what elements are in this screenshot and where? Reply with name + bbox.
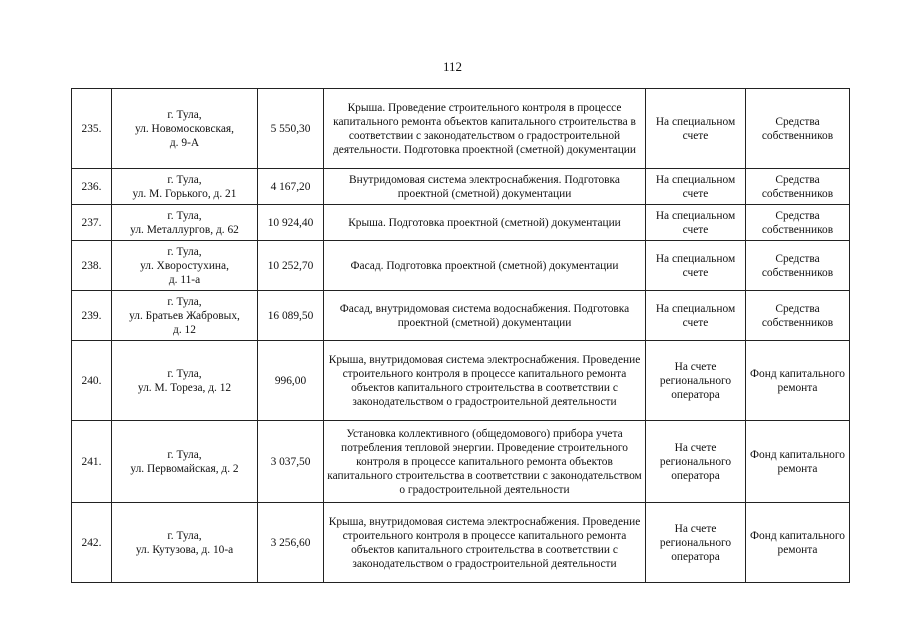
capital-repair-table — [71, 88, 850, 583]
area-cell: 5 550,30 — [258, 89, 324, 169]
area-cell: 4 167,20 — [258, 169, 324, 205]
address-cell — [112, 89, 258, 169]
address-cell — [112, 341, 258, 421]
row-number: 239. — [72, 291, 112, 341]
address-line: г. Тула, — [167, 173, 202, 186]
area-cell: 3 256,60 — [258, 503, 324, 583]
address-line: г. Тула, — [167, 245, 202, 258]
address-line: г. Тула, — [167, 209, 202, 222]
row-number: 241. — [72, 421, 112, 503]
address-line: д. 12 — [173, 323, 196, 336]
area-cell: 996,00 — [258, 341, 324, 421]
account-cell: На специальном счете — [646, 169, 746, 205]
address-line: ул. М. Тореза, д. 12 — [137, 381, 232, 394]
address-line: г. Тула, — [167, 108, 202, 121]
table-row — [72, 421, 850, 503]
address-cell — [112, 291, 258, 341]
table-row — [72, 291, 850, 341]
area-cell: 16 089,50 — [258, 291, 324, 341]
funding-source-cell: Средства собственников — [746, 205, 850, 241]
address-line: ул. Хворостухина, — [140, 259, 229, 272]
funding-source-cell: Фонд капитального ремонта — [746, 503, 850, 583]
funding-source-cell: Фонд капитального ремонта — [746, 341, 850, 421]
funding-source-cell: Средства собственников — [746, 241, 850, 291]
table-row — [72, 205, 850, 241]
row-number: 242. — [72, 503, 112, 583]
row-number: 235. — [72, 89, 112, 169]
account-cell: На счете регионального оператора — [646, 341, 746, 421]
table-row — [72, 503, 850, 583]
work-type-cell: Крыша, внутридомовая система электроснабжения. Проведение строительного контроля в процессе капитального ремонта объектов капитального строительства в соответствии с законодательством о градостроительной деятельности — [324, 341, 646, 421]
area-cell: 10 252,70 — [258, 241, 324, 291]
address-line: г. Тула, — [167, 367, 202, 380]
address-line: ул. Первомайская, д. 2 — [130, 462, 239, 475]
table-row — [72, 241, 850, 291]
address-line: ул. Металлургов, д. 62 — [130, 223, 239, 236]
funding-source-cell: Средства собственников — [746, 291, 850, 341]
row-number: 237. — [72, 205, 112, 241]
area-cell: 10 924,40 — [258, 205, 324, 241]
work-type-cell: Фасад. Подготовка проектной (сметной) документации — [324, 241, 646, 291]
area-cell: 3 037,50 — [258, 421, 324, 503]
funding-source-cell: Фонд капитального ремонта — [746, 421, 850, 503]
table-row — [72, 169, 850, 205]
row-number: 240. — [72, 341, 112, 421]
address-line: ул. М. Горького, д. 21 — [132, 187, 237, 200]
work-type-cell: Крыша. Проведение строительного контроля в процессе капитального ремонта объектов капитального строительства в соответствии с законодательством о градостроительной деятельности. Подготовка проектной (сметной) документации — [324, 89, 646, 169]
address-line: ул. Новомосковская, — [134, 122, 235, 135]
address-cell — [112, 169, 258, 205]
address-line: ул. Кутузова, д. 10-а — [135, 543, 234, 556]
account-cell: На специальном счете — [646, 241, 746, 291]
address-cell — [112, 421, 258, 503]
table-row — [72, 341, 850, 421]
address-cell — [112, 503, 258, 583]
work-type-cell: Крыша. Подготовка проектной (сметной) документации — [324, 205, 646, 241]
work-type-cell: Фасад, внутридомовая система водоснабжения. Подготовка проектной (сметной) документации — [324, 291, 646, 341]
table-row — [72, 89, 850, 169]
address-line: г. Тула, — [167, 529, 202, 542]
row-number: 238. — [72, 241, 112, 291]
funding-source-cell: Средства собственников — [746, 89, 850, 169]
address-cell — [112, 241, 258, 291]
funding-source-cell: Средства собственников — [746, 169, 850, 205]
account-cell: На счете регионального оператора — [646, 421, 746, 503]
address-line: г. Тула, — [167, 448, 202, 461]
work-type-cell: Внутридомовая система электроснабжения. Подготовка проектной (сметной) документации — [324, 169, 646, 205]
work-type-cell: Установка коллективного (общедомового) прибора учета потребления тепловой энергии. Проведение строительного контроля в процессе капитального ремонта объектов капитального строительства в соответствии с законодательством о градостроительной деятельности — [324, 421, 646, 503]
account-cell: На специальном счете — [646, 205, 746, 241]
address-line: г. Тула, — [167, 295, 202, 308]
account-cell: На специальном счете — [646, 89, 746, 169]
address-line: д. 9-А — [169, 136, 200, 149]
row-number: 236. — [72, 169, 112, 205]
address-line: д. 11-а — [168, 273, 201, 286]
address-cell — [112, 205, 258, 241]
work-type-cell: Крыша, внутридомовая система электроснабжения. Проведение строительного контроля в процессе капитального ремонта объектов капитального строительства в соответствии с законодательством о градостроительной деятельности — [324, 503, 646, 583]
account-cell: На специальном счете — [646, 291, 746, 341]
address-line: ул. Братьев Жабровых, — [129, 309, 240, 322]
page-number: 112 — [442, 59, 463, 74]
account-cell: На счете регионального оператора — [646, 503, 746, 583]
